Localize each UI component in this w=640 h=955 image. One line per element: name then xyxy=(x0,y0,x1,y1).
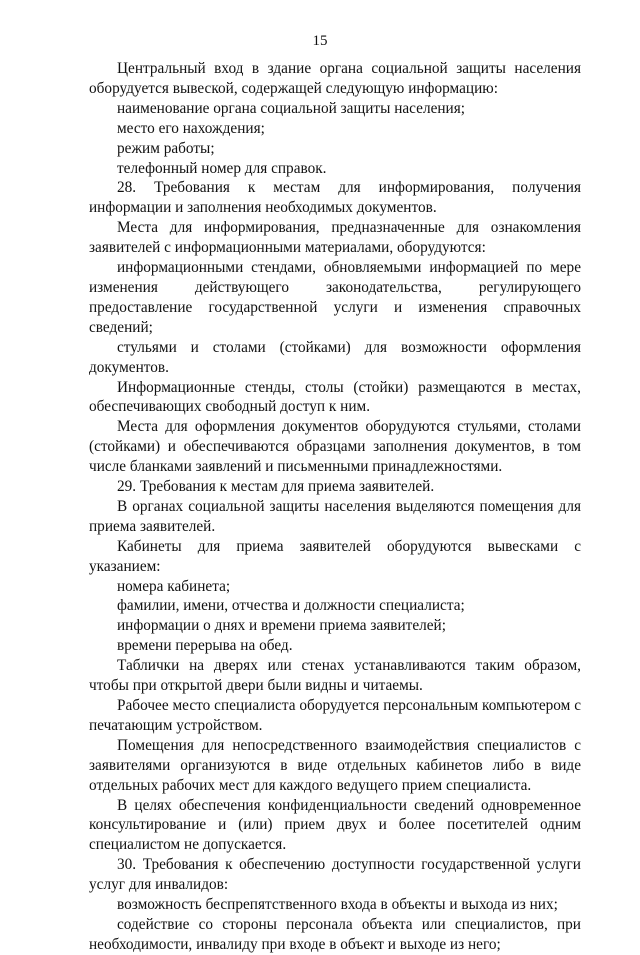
paragraph-stands: Информационные стенды, столы (стойки) размещаются в местах, обеспечивающих свободный доступ к ним. xyxy=(89,378,581,416)
paragraph-info-places: Места для информирования, предназначенные для ознакомления заявителей с информационными материалами, оборудуются: xyxy=(89,219,581,257)
paragraph-workplace: Рабочее место специалиста оборудуется персональным компьютером с печатающим устройством. xyxy=(89,697,581,734)
list-item: возможность беспрепятственного входа в объекты и выхода из них; xyxy=(117,896,558,914)
section-29-heading: 29. Требования к местам для приема заявителей. xyxy=(117,478,435,496)
list-item: место его нахождения; xyxy=(117,119,265,137)
paragraph-confidentiality: В целях обеспечения конфиденциальности сведений одновременное консультирование и (или) прием двух и более посетителей одним специалистом не допускается. xyxy=(89,796,581,854)
section-28-heading: 28. Требования к местам для информирования, получения информации и заполнения необходимых документов. xyxy=(89,179,581,217)
list-item: содействие со стороны персонала объекта или специалистов, при необходимости, инвалиду при входе в объект и выходе из него; xyxy=(89,915,581,953)
list-item: информации о днях и времени приема заявителей; xyxy=(117,617,446,635)
paragraph-document-places: Места для оформления документов оборудуются стульями, столами (стойками) и обеспечиваются образцами заполнения документов, в том числе бланками заявлений и письменными принадлежностями. xyxy=(89,418,581,476)
list-item: режим работы; xyxy=(117,139,215,157)
list-item: фамилии, имени, отчества и должности специалиста; xyxy=(117,597,465,615)
paragraph-premises: В органах социальной защиты населения выделяются помещения для приема заявителей. xyxy=(89,497,581,535)
list-item: наименование органа социальной защиты населения; xyxy=(117,99,466,117)
list-item: времени перерыва на обед. xyxy=(117,637,293,655)
paragraph-interaction-premises: Помещения для непосредственного взаимодействия специалистов с заявителями организуются в виде отдельных кабинетов либо в виде отдельных рабочих мест для каждого ведущего прием специалиста. xyxy=(89,736,581,794)
paragraph-cabinets: Кабинеты для приема заявителей оборудуются вывесками с указанием: xyxy=(89,537,581,575)
list-item: телефонный номер для справок. xyxy=(117,159,327,177)
page-number: 15 xyxy=(312,33,328,49)
list-item: номера кабинета; xyxy=(117,577,231,595)
paragraph-central-entrance: Центральный вход в здание органа социальной защиты населения оборудуется вывеской, содержащей следующую информацию: xyxy=(89,60,581,97)
list-item: стульями и столами (стойками) для возможности оформления документов. xyxy=(89,338,581,376)
section-30-heading: 30. Требования к обеспечению доступности государственной услуги услуг для инвалидов: xyxy=(89,856,581,894)
list-item: информационными стендами, обновляемыми информацией по мере изменения действующего законодательства, регулирующего предоставление государственной услуги и изменения справочных сведений; xyxy=(89,259,581,336)
paragraph-plates: Таблички на дверях или стенах устанавливаются таким образом, чтобы при открытой двери были видны и читаемы. xyxy=(89,657,581,695)
document-body xyxy=(89,59,581,955)
